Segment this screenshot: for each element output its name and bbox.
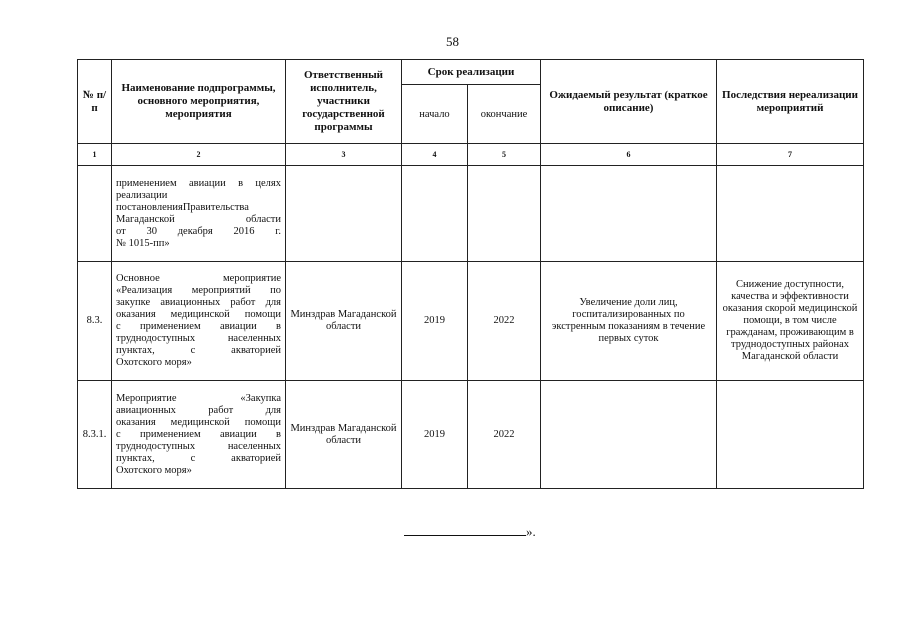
row-executor: Минздрав Магаданской области <box>286 262 402 381</box>
row-name-line: пунктах, с акваторией <box>116 345 281 356</box>
table-row <box>78 262 864 381</box>
row-consequence <box>717 166 864 262</box>
row-name-line: оказания медицинской помощи <box>116 416 281 428</box>
row-name-line: постановленияПравительства <box>116 201 249 213</box>
row-num: 8.3. <box>78 262 112 381</box>
row-result <box>541 381 717 489</box>
column-number: 4 <box>402 144 468 166</box>
column-number: 3 <box>286 144 402 166</box>
row-name <box>112 166 286 262</box>
row-end: 2022 <box>468 381 541 489</box>
row-result: Увеличение доли лиц, госпитализированных по экстренным показаниям в течение первых суток <box>541 262 717 381</box>
row-start: 2019 <box>402 381 468 489</box>
header-end: окончание <box>468 85 541 144</box>
row-name-line: Основное мероприятие <box>116 273 281 284</box>
row-name-line: труднодоступных населенных <box>116 440 281 452</box>
header-consequence: Последствия нереализации мероприятий <box>717 60 864 144</box>
row-name-line: пунктах, с акваторией <box>116 452 281 464</box>
column-numbers-row <box>78 144 864 166</box>
row-name-line: труднодоступных населенных <box>116 333 281 344</box>
row-result <box>541 166 717 262</box>
page-number: 58 <box>446 34 459 49</box>
row-start <box>402 166 468 262</box>
row-consequence: Снижение доступности, качества и эффективности оказания скорой медицинской помощи, в том числе гражданам, проживающим в труднодоступных районах Магаданской области <box>717 262 864 381</box>
row-name-line: № 1015-пп» <box>116 237 170 249</box>
header-num: № п/п <box>78 60 112 144</box>
table-row <box>78 166 864 262</box>
row-name-line: авиационных работ для <box>116 404 281 416</box>
row-start: 2019 <box>402 262 468 381</box>
row-name-line: «Реализация мероприятий по <box>116 285 281 296</box>
header-executor: Ответственный исполнитель, участники государственной программы <box>286 60 402 144</box>
program-table <box>77 59 864 489</box>
column-number: 5 <box>468 144 541 166</box>
column-number: 1 <box>78 144 112 166</box>
header-result: Ожидаемый результат (краткое описание) <box>541 60 717 144</box>
row-num: 8.3.1. <box>78 381 112 489</box>
row-name-line: Магаданской области <box>116 213 281 225</box>
row-name-line: Охотского моря» <box>116 464 192 476</box>
closing-signoff <box>404 524 536 540</box>
row-name <box>112 381 286 489</box>
column-number: 6 <box>541 144 717 166</box>
row-name-line: закупке авиационных работ для <box>116 297 281 308</box>
header-name: Наименование подпрограммы, основного мероприятия, мероприятия <box>112 60 286 144</box>
row-name-line: реализации <box>116 189 168 201</box>
row-executor <box>286 166 402 262</box>
row-executor: Минздрав Магаданской области <box>286 381 402 489</box>
row-name-line: применением авиации в целях <box>116 177 281 189</box>
row-name-line: от 30 декабря 2016 г. <box>116 225 281 237</box>
row-name-line: Мероприятие «Закупка <box>116 392 281 404</box>
row-name <box>112 262 286 381</box>
row-name-line: Охотского моря» <box>116 357 192 368</box>
row-consequence <box>717 381 864 489</box>
header-term: Срок реализации <box>402 60 541 85</box>
closing-mark: ». <box>526 524 536 539</box>
table-row <box>78 381 864 489</box>
row-name-line: с применением авиации в <box>116 428 281 440</box>
column-number: 7 <box>717 144 864 166</box>
row-end <box>468 166 541 262</box>
header-start: начало <box>402 85 468 144</box>
header-row <box>78 60 864 85</box>
row-end: 2022 <box>468 262 541 381</box>
row-name-line: с применением авиации в <box>116 321 281 332</box>
row-num <box>78 166 112 262</box>
row-name-line: оказания медицинской помощи <box>116 309 281 320</box>
column-number: 2 <box>112 144 286 166</box>
signoff-line <box>404 524 526 536</box>
